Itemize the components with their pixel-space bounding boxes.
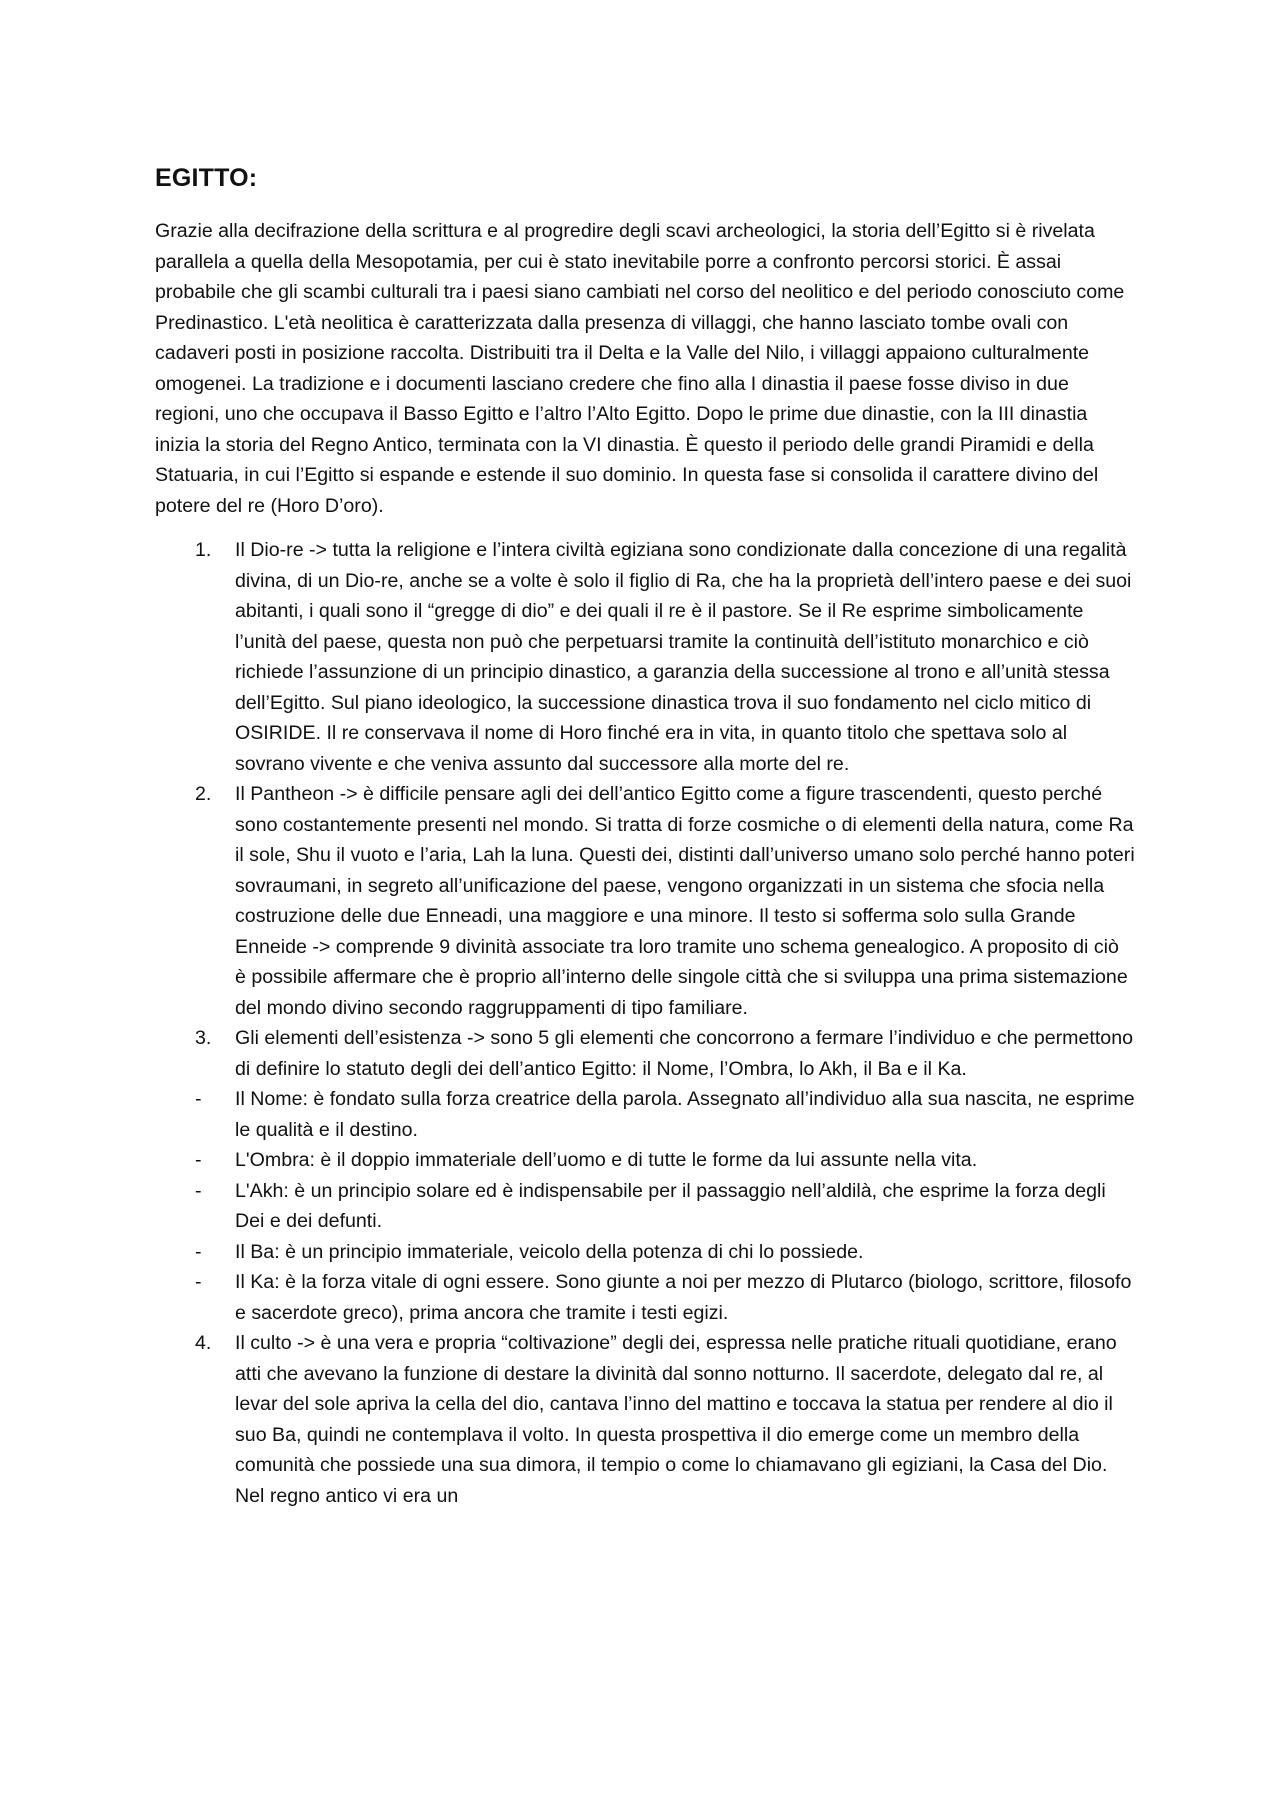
list-item-akh xyxy=(155,1176,1135,1237)
list-marker: - xyxy=(195,1088,202,1110)
list-marker: 1. xyxy=(195,539,212,561)
list-item-text: Il Nome: è fondato sulla forza creatrice della parola. Assegnato all’individuo alla sua nascita, ne esprime le qualità e il destino. xyxy=(235,1088,1135,1141)
list-item-text: Il Pantheon -> è difficile pensare agli dei dell’antico Egitto come a figure trascendenti, questo perché sono costantemente presenti nel mondo. Si tratta di forze cosmiche o di elementi della natura, come Ra il sole, Shu il vuoto e l’aria, Lah la luna. Questi dei, distinti dall’universo umano solo perché hanno poteri sovraumani, in segreto all’unificazione del paese, vengono organizzati in un sistema che sfocia nella costruzione delle due Enneadi, una maggiore e una minore. Il testo si sofferma solo sulla Grande Enneide -> comprende 9 divinità associate tra loro tramite uno schema genealogico. A proposito di ciò è possibile affermare che è proprio all’interno delle singole città che si sviluppa una prima sistemazione del mondo divino secondo raggruppamenti di tipo familiare. xyxy=(235,783,1135,1019)
list-item-text: Il Ka: è la forza vitale di ogni essere. Sono giunte a noi per mezzo di Plutarco (biologo, scrittore, filosofo e sacerdote greco), prima ancora che tramite i testi egizi. xyxy=(235,1271,1132,1324)
list-marker: - xyxy=(195,1240,202,1263)
list-marker: 2. xyxy=(195,783,212,805)
list-marker: - xyxy=(195,1179,202,1202)
list-item-ombra xyxy=(155,1145,1135,1176)
document-body xyxy=(155,160,1135,1511)
list-item-elementi-esistenza xyxy=(155,1023,1135,1084)
list-item-text: Il Dio-re -> tutta la religione e l’intera civiltà egiziana sono condizionate dalla concezione di una regalità divina, di un Dio-re, anche se a volte è solo il figlio di Ra, che ha la proprietà dell’intero paese e dei suoi abitanti, i quali sono il “gregge di dio” e dei quali il re è il pastore. Se il Re esprime simbolicamente l’unità del paese, questa non può che perpetuarsi tramite la continuità dell’istituto monarchico e ciò richiede l’assunzione di un principio dinastico, a garanzia della successione al trono e all’unità stessa dell’Egitto. Sul piano ideologico, la successione dinastica trova il suo fondamento nel ciclo mitico di OSIRIDE. Il re conservava il nome di Horo finché era in vita, in quanto titolo che spettava solo al sovrano vivente e che veniva assunto dal successore alla morte del re. xyxy=(235,539,1132,775)
list-marker: 3. xyxy=(195,1027,212,1049)
list-marker: - xyxy=(195,1271,202,1293)
list-item-text: L'Ombra: è il doppio immateriale dell’uomo e di tutte le forme da lui assunte nella vita. xyxy=(235,1149,978,1171)
list-item-ka xyxy=(155,1267,1135,1328)
intro-paragraph: Grazie alla decifrazione della scrittura e al progredire degli scavi archeologici, la storia dell’Egitto si è rivelata parallela a quella della Mesopotamia, per cui è stato inevitabile porre a confronto percorsi storici. È assai probabile che gli scambi culturali tra i paesi siano cambiati nel corso del neolitico e del periodo conosciuto come Predinastico. L'età neolitica è caratterizzata dalla presenza di villaggi, che hanno lasciato tombe ovali con cadaveri posti in posizione raccolta. Distribuiti tra il Delta e la Valle del Nilo, i villaggi appaiono culturalmente omogenei. La tradizione e i documenti lasciano credere che fino alla I dinastia il paese fosse diviso in due regioni, uno che occupava il Basso Egitto e l’altro l’Alto Egitto. Dopo le prime due dinastie, con la III dinastia inizia la storia del Regno Antico, terminata con la VI dinastia. È questo il periodo delle grandi Piramidi e della Statuaria, in cui l’Egitto si espande e estende il suo dominio. In questa fase si consolida il carattere divino del potere del re (Horo D’oro). xyxy=(155,220,1125,517)
list-item-text: L'Akh: è un principio solare ed è indispensabile per il passaggio nell’aldilà, che esprime la forza degli Dei e dei defunti. xyxy=(235,1179,1106,1232)
list-item-ba xyxy=(155,1237,1135,1268)
list-item-text: Il culto -> è una vera e propria “coltivazione” degli dei, espressa nelle pratiche rituali quotidiane, erano atti che avevano la funzione di destare la divinità dal sonno notturno. Il sacerdote, delegato dal re, al levar del sole apriva la cella del dio, cantava l’inno del mattino e toccava la statua per rendere al dio il suo Ba, quindi ne contemplava il volto. In questa prospettiva il dio emerge come un membro della comunità che possiede una sua dimora, il tempio o come lo chiamavano gli egiziani, la Casa del Dio. Nel regno antico vi era un xyxy=(235,1332,1117,1507)
list-item-pantheon xyxy=(155,779,1135,1023)
content-list xyxy=(155,535,1135,1511)
page-title: EGITTO: xyxy=(155,164,258,192)
list-item-text: Il Ba: è un principio immateriale, veicolo della potenza di chi lo possiede. xyxy=(235,1240,864,1263)
list-item-nome xyxy=(155,1084,1135,1145)
list-item-dio-re xyxy=(155,535,1135,779)
list-marker: 4. xyxy=(195,1332,212,1354)
list-item-culto xyxy=(155,1328,1135,1511)
list-item-text: Gli elementi dell’esistenza -> sono 5 gli elementi che concorrono a fermare l’individuo e che permettono di definire lo statuto degli dei dell’antico Egitto: il Nome, l’Ombra, lo Akh, il Ba e il Ka. xyxy=(235,1027,1133,1080)
list-marker: - xyxy=(195,1149,202,1171)
